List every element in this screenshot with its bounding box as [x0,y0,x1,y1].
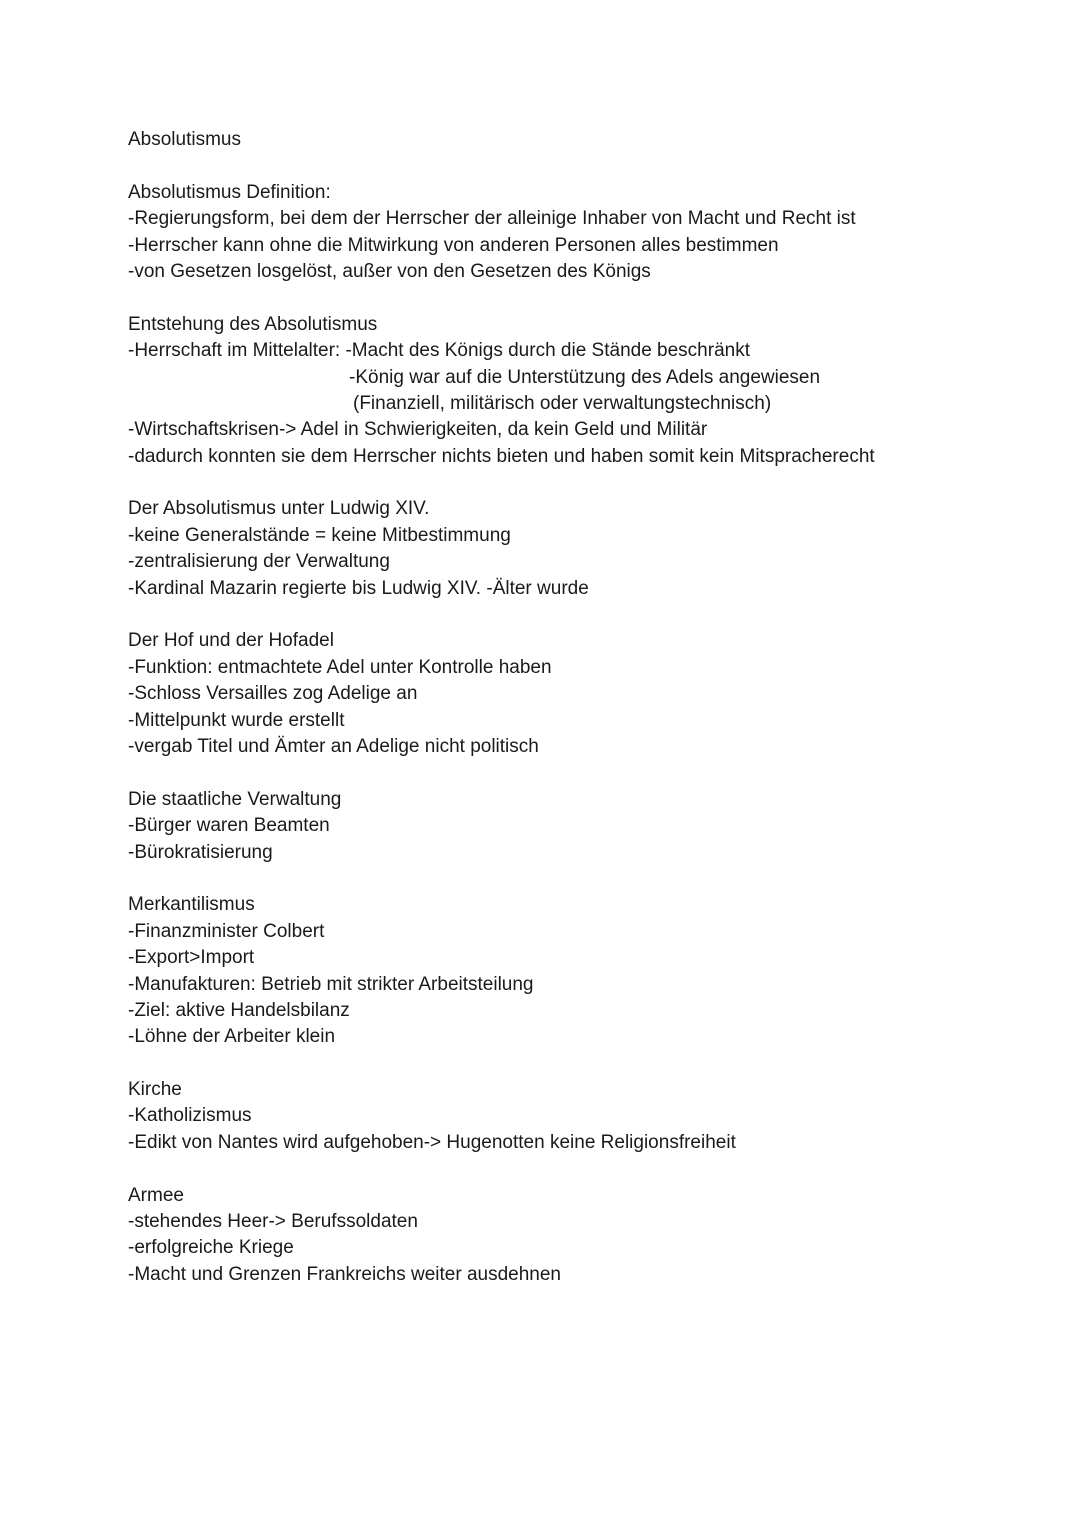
section-line: -stehendes Heer-> Berufssoldaten [128,1211,418,1233]
spacer [128,285,1028,311]
section-line: -vergab Titel und Ämter an Adelige nicht politisch [128,735,539,757]
section-line: -keine Generalstände = keine Mitbestimmung [128,524,511,546]
section-line: -Löhne der Arbeiter klein [128,1026,336,1048]
spacer [128,602,1028,628]
section-merkantilismus [128,892,1028,1050]
spacer [128,153,1028,179]
spacer [128,866,1028,892]
section-line: -Mittelpunkt wurde erstellt [128,709,345,731]
section-line: -Bürokratisierung [128,841,273,863]
section-heading: Kirche [128,1079,182,1101]
section-heading: Merkantilismus [128,894,255,916]
spacer [128,1051,1028,1077]
section-line-indented: -König war auf die Unterstützung des Adels angewiesen [349,366,821,388]
section-line: -Edikt von Nantes wird aufgehoben-> Hugenotten keine Religionsfreiheit [128,1131,736,1153]
section-ludwig [128,496,1028,602]
section-heading: Der Absolutismus unter Ludwig XIV. [128,498,430,520]
section-line: -Manufakturen: Betrieb mit strikter Arbeitsteilung [128,973,534,995]
section-line: -Ziel: aktive Handelsbilanz [128,999,350,1021]
section-line: -Macht und Grenzen Frankreichs weiter ausdehnen [128,1263,562,1285]
spacer [128,470,1028,496]
section-heading: Entstehung des Absolutismus [128,313,378,335]
section-heading: Absolutismus Definition: [128,181,331,203]
document-title: Absolutismus [128,129,241,150]
section-line-indented: (Finanziell, militärisch oder verwaltungstechnisch) [353,392,772,414]
section-entstehung [128,312,1028,470]
section-line: -Funktion: entmachtete Adel unter Kontrolle haben [128,656,552,678]
section-line: -dadurch konnten sie dem Herrscher nichts bieten und haben somit kein Mitspracherecht [128,445,875,467]
section-line: -Finanzminister Colbert [128,920,325,942]
section-line: -Herrschaft im Mittelalter: -Macht des Königs durch die Stände beschränkt [128,340,750,362]
section-heading: Die staatliche Verwaltung [128,788,342,810]
spacer [128,1156,1028,1182]
section-armee [128,1183,1028,1289]
section-line: -zentralisierung der Verwaltung [128,551,390,573]
section-line: -von Gesetzen losgelöst, außer von den Gesetzen des Königs [128,260,651,282]
section-line: -Regierungsform, bei dem der Herrscher der alleinige Inhaber von Macht und Recht ist [128,208,856,230]
section-kirche [128,1077,1028,1156]
section-verwaltung [128,787,1028,866]
section-line: -Bürger waren Beamten [128,815,330,837]
section-line: -Wirtschaftskrisen-> Adel in Schwierigkeiten, da kein Geld und Militär [128,419,708,441]
section-heading: Armee [128,1184,184,1206]
spacer [128,760,1028,786]
section-hof [128,628,1028,760]
document-page [128,127,1028,1288]
section-line: -Katholizismus [128,1105,252,1127]
section-heading: Der Hof und der Hofadel [128,630,334,652]
section-definition [128,180,1028,286]
section-line: -Schloss Versailles zog Adelige an [128,683,418,705]
section-line: -erfolgreiche Kriege [128,1237,294,1259]
section-line: -Export>Import [128,947,255,969]
section-line: -Herrscher kann ohne die Mitwirkung von anderen Personen alles bestimmen [128,234,779,256]
section-line: -Kardinal Mazarin regierte bis Ludwig XIV. -Älter wurde [128,577,589,599]
